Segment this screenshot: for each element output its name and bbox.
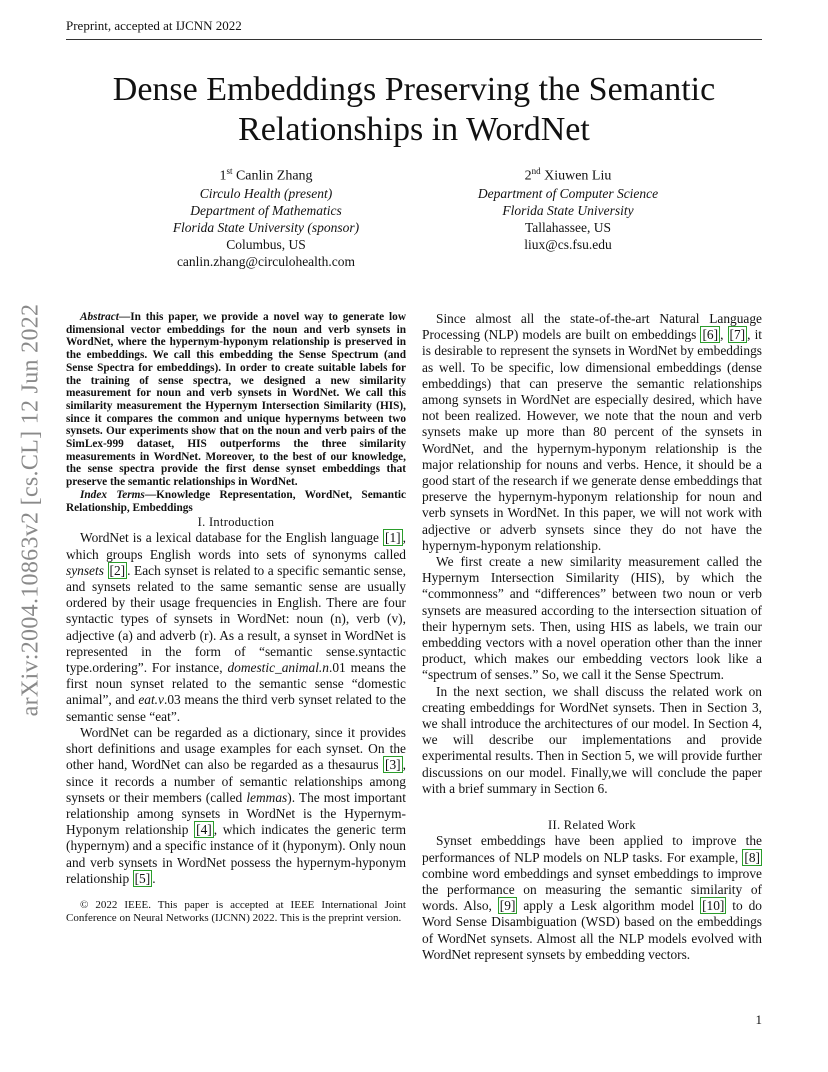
arxiv-id: arXiv:2004.10863v2 [cs.CL] 12 Jun 2022: [17, 303, 44, 717]
paragraph: Since almost all the state-of-the-art Natural Language Processing (NLP) models are built on embeddings [6] , [7] , it is desirable to represent the synsets in WordNet by embeddings as well. To be specific, low dimensional embeddings (dense embeddings) that can preserve the semantic relationships among synsets in WordNet are especially desired, which have not been realized. However, we note that the noun and verb synsets make up more than 80 percent of the synsets in WordNet, and the hypernym-hyponym relationship is the major relationship for nouns and verbs. Hence, it should be a good start of the research if we generate dense embeddings that preserve the hypernym-hyponym relationship for noun and verb synsets in WordNet. In this paper, we will not work with adjective or adverb synsets since they do not have the hypernym-hyponym relationship.: [422, 311, 763, 553]
page-number: 1: [755, 1012, 762, 1027]
citation-link[interactable]: [3]: [385, 757, 401, 773]
right-column: [422, 311, 762, 963]
running-header: Preprint, accepted at IJCNN 2022: [66, 18, 762, 40]
citation-link[interactable]: [6]: [702, 327, 719, 343]
arxiv-stamp: [14, 290, 48, 730]
affiliation: Department of Mathematics: [190, 202, 342, 218]
author-name: 2nd Xiuwen Liu: [524, 166, 612, 184]
affiliation: Florida State University: [502, 202, 634, 218]
author-email: liux@cs.fsu.edu: [524, 236, 612, 252]
author-name: 1st Canlin Zhang: [219, 166, 313, 184]
author-block-2: [450, 163, 686, 253]
paper-title: [66, 70, 762, 150]
title-line-2: Relationships in WordNet: [238, 111, 590, 148]
citation-link[interactable]: [7]: [729, 327, 746, 343]
author-city: Columbus, US: [226, 236, 306, 252]
citation-link[interactable]: [1]: [385, 530, 401, 546]
paragraph: WordNet is a lexical database for the English language [1] , which groups English words into sets of synonyms called synsets [2] . Each synset is related to a specific semantic sense, and synsets related to the same semantic sense are usually ordered by their usage frequencies in English. There are four syntactic types of synsets in WordNet: noun (n), verb (v), adjective (a) and adverb (r). As a result, a synset in WordNet is represented in the form of “semantic sense.syntactic type.ordering”. For instance, domestic_animal.n.01 means the first noun synset related to the semantic sense “domestic animal”, and eat.v.03 means the third verb synset related to the semantic sense “eat”.: [66, 530, 406, 724]
citation-link[interactable]: [5]: [134, 870, 151, 886]
paragraph: We first create a new similarity measurement called the Hypernym Intersection Similarity (HIS), by which the “commonness” and “differences” between two noun or verb synsets are measured according to the intersection situation of their hypernym sets. Then, using HIS as labels, we train our embedding vectors with a novel operation other than the inner product, which makes our embedding vectors look like a “spectrum of senses.” So, we call it the Sense Spectrum.: [422, 554, 762, 683]
citation-link[interactable]: [2]: [109, 562, 126, 578]
citation-link[interactable]: [4]: [196, 822, 212, 838]
copyright-note: © 2022 IEEE. This paper is accepted at IEEE International Joint Conference on Neural Networks (IJCNN) 2022. This is the preprint version.: [66, 898, 406, 924]
citation-link[interactable]: [8]: [744, 849, 760, 865]
author-block-1: [150, 163, 382, 270]
citation-link[interactable]: [9]: [499, 898, 516, 914]
paragraph: In the next section, we shall discuss the related work on creating embeddings for WordNet synsets. Then in Section 3, we shall introduce the architectures of our model. In Section 4, we will describe our implementations and provide experimental results. Then in Section 5, we will provide further discussions on our model. Finally,we will conclude the paper with a brief summary in Section 6.: [422, 683, 763, 796]
title-line-1: Dense Embeddings Preserving the Semantic: [112, 71, 716, 108]
section-heading-related-work: II. Related Work: [548, 818, 636, 833]
paragraph: Synset embeddings have been applied to improve the performances of NLP models on NLP tasks. For example, [8] combine word embeddings and synset embeddings to improve the performance on measuring the semantic similarity of words. Also, [9] apply a Lesk algorithm model [10] to do Word Sense Disambiguation (WSD) based on the embeddings of WordNet synsets. Almost all the NLP models evolved with WordNet represent synsets by embedding vectors.: [422, 833, 762, 962]
section-heading-introduction: I. Introduction: [197, 515, 275, 530]
author-city: Tallahassee, US: [524, 219, 612, 235]
citation-link[interactable]: [10]: [702, 898, 725, 914]
affiliation: Circulo Health (present): [199, 185, 333, 201]
left-column: [66, 311, 406, 925]
index-terms: Index Terms—Knowledge Representation, WordNet, Semantic Relationship, Embeddings: [66, 488, 406, 514]
affiliation: Florida State University (sponsor): [172, 219, 360, 235]
affiliation: Department of Computer Science: [477, 185, 659, 201]
paragraph: WordNet can be regarded as a dictionary, since it provides short definitions and usage examples for each synset. On the other hand, WordNet can also be regarded as a thesaurus [3] , since it records a number of semantic relationships among synsets or their members (called lemmas). The most important relationship among synsets in WordNet is the Hypernym-Hyponym relationship [4] , which indicates the generic term (hypernym) and a specific instance of it (hyponym). Only noun and verb synsets in WordNet possess the hypernym-hyponym relationship [5] .: [66, 724, 406, 886]
abstract: Abstract—In this paper, we provide a novel way to generate low dimensional vector embeddings for the noun and verb synsets in WordNet, where the hypernym-hyponym relationship is preserved in the embeddings. We call this embedding the Sense Spectrum (and Sense Spectra for embeddings). In order to create suitable labels for the training of sense spectra, we designed a new similarity measurement for noun and verb synsets in WordNet. We call this similarity measurement the Hypernym Intersection Similarity (HIS), since it compares the common and unique hypernyms between two synsets. Our experiments show that on the noun and verb pairs of the SimLex-999 dataset, HIS outperforms the three similarity measurements in WordNet. Moreover, to the best of our knowledge, the sense spectra provide the first dense synset embeddings that preserve the semantic relationships in WordNet.: [66, 311, 406, 489]
author-email: canlin.zhang@circulohealth.com: [176, 253, 356, 269]
